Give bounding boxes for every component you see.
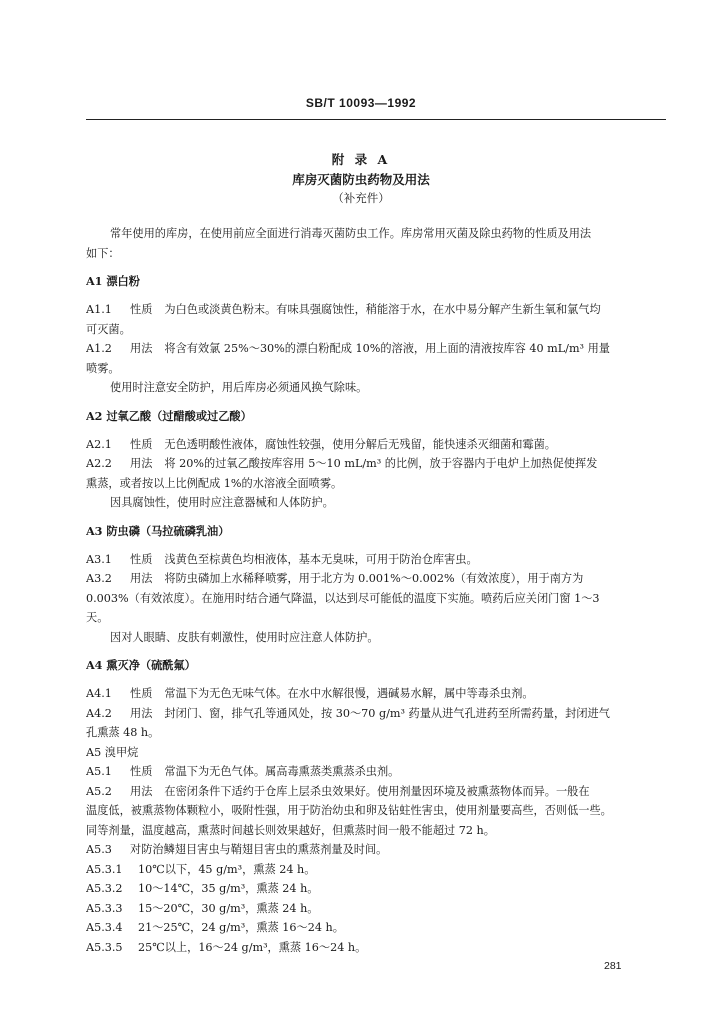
dose-row: [86, 860, 666, 880]
clause-a1-2: [86, 339, 666, 359]
clause-a3-2: [86, 569, 666, 589]
header-rule: [86, 119, 666, 120]
clause-note: 因具腐蚀性，使用时应注意器械和人体防护。: [110, 496, 334, 509]
clause-key: 用法: [130, 457, 153, 470]
clause-text: 无色透明酸性液体，腐蚀性较强，使用分解后无残留，能快速杀灭细菌和霉菌。: [164, 437, 556, 451]
clause-number: A5.2: [86, 784, 112, 798]
dose-row: [86, 938, 666, 958]
clause-text: 0.003%（有效浓度）。在施用时结合通气降温，以达到尽可能低的温度下实施。喷药后应关闭门窗 1～3: [86, 591, 600, 605]
clause-a5-1: [86, 762, 666, 782]
section-heading-a1: A1 漂白粉: [86, 274, 140, 288]
clause-text: 可灭菌。: [86, 322, 131, 336]
clause-key: 性质: [130, 552, 153, 566]
section-heading-a5: A5 溴甲烷: [86, 745, 139, 759]
clause-key: 性质: [130, 303, 153, 316]
clause-number: A5.3.3: [86, 901, 123, 915]
dose-row: [86, 879, 666, 899]
appendix-subtitle: （补充件）: [332, 191, 390, 205]
clause-a2-2: [86, 454, 666, 474]
clause-number: A5.3.1: [86, 862, 123, 876]
standard-number: SB/T 10093—1992: [305, 96, 417, 110]
dose-text: 15～20℃，30 g/m³，熏蒸 24 h。: [138, 901, 319, 915]
clause-a5-3: [86, 840, 666, 860]
clause-key: 用法: [130, 784, 153, 798]
clause-key: 性质: [130, 687, 153, 700]
clause-number: A4.2: [86, 706, 112, 720]
clause-text: 为白色或淡黄色粉末。有味具强腐蚀性，稍能溶于水，在水中易分解产生新生氧和氯气均: [164, 303, 601, 316]
clause-text: 喷雾。: [86, 361, 120, 375]
clause-number: A3.1: [86, 552, 112, 566]
dose-text: 25℃以上，16～24 g/m³，熏蒸 16～24 h。: [138, 940, 367, 954]
clause-key: 用法: [130, 342, 153, 355]
clause-text: 孔熏蒸 48 h。: [86, 726, 160, 739]
clause-number: A5.3.5: [86, 940, 123, 954]
clause-a2-1: [86, 435, 666, 455]
clause-a1-1: [86, 300, 666, 320]
section-heading-a2: A2 过氧乙酸（过醋酸或过乙酸）: [86, 408, 252, 423]
intro-line: 常年使用的库房，在使用前应全面进行消毒灭菌防虫工作。库房常用灭菌及除虫药物的性质及用法: [110, 227, 592, 240]
clause-number: A1.1: [86, 303, 112, 316]
section-heading-a3: A3 防虫磷（马拉硫磷乳油）: [86, 523, 230, 538]
clause-text: 天。: [86, 611, 109, 624]
dose-row: [86, 899, 666, 919]
clause-number: A2.2: [86, 457, 112, 470]
clause-number: A5.3: [86, 843, 112, 856]
clause-key: 用法: [130, 572, 153, 585]
clause-number: A2.1: [86, 437, 112, 451]
dose-text: 10℃以下，45 g/m³，熏蒸 24 h。: [138, 862, 316, 876]
clause-text: 常温下为无色气体。属高毒熏蒸类熏蒸杀虫剂。: [164, 765, 400, 778]
dose-text: 21～25℃，24 g/m³，熏蒸 16～24 h。: [138, 921, 344, 934]
clause-text: 常温下为无色无味气体。在水中水解很慢，遇碱易水解，属中等毒杀虫剂。: [164, 687, 534, 700]
clause-number: A1.2: [86, 342, 112, 355]
clause-text: 将 20%的过氧乙酸按库容用 5～10 mL/m³ 的比例，放于容器内于电炉上加热促使挥发: [164, 457, 598, 470]
intro-line: 如下：: [86, 246, 120, 260]
clause-number: A3.2: [86, 572, 112, 585]
clause-text: 将防虫磷加上水稀释喷雾，用于北方为 0.001%～0.002%（有效浓度），用于南方为: [164, 572, 584, 585]
appendix-label: 附 录 A: [331, 152, 391, 167]
clause-text: 对防治鳞翅目害虫与鞘翅目害虫的熏蒸剂量及时间。: [130, 843, 388, 856]
clause-a5-2: [86, 782, 666, 802]
clause-text: 浅黄色至棕黄色均相液体，基本无臭味，可用于防治仓库害虫。: [164, 552, 478, 566]
clause-a4-1: [86, 684, 666, 704]
clause-note: 因对人眼睛、皮肤有刺激性，使用时应注意人体防护。: [110, 630, 379, 644]
clause-key: 性质: [130, 765, 153, 778]
clause-text: 同等剂量，温度越高，熏蒸时间越长则效果越好，但熏蒸时间一般不能超过 72 h。: [86, 823, 495, 837]
clause-text: 熏蒸，或者按以上比例配成 1%的水溶液全面喷雾。: [86, 476, 343, 490]
clause-number: A5.3.2: [86, 882, 123, 895]
clause-text: 温度低，被熏蒸物体颗粒小，吸附性强，用于防治幼虫和卵及钻蛀性害虫，使用剂量要高些，否则低一些。: [86, 804, 612, 817]
clause-text: 封闭门、窗，排气孔等通风处，按 30～70 g/m³ 药量从进气孔进药至所需药量，封闭进气: [164, 706, 610, 720]
page-number: 281: [604, 960, 622, 972]
clause-text: 将含有效氯 25%～30%的漂白粉配成 10%的溶液，用上面的清液按库容 40 mL/m³ 用量: [164, 342, 610, 355]
clause-a4-2: [86, 704, 666, 724]
clause-text: 在密闭条件下适约于仓库上层杀虫效果好。使用剂量因环境及被熏蒸物体而异。一般在: [164, 784, 590, 798]
clause-number: A4.1: [86, 687, 112, 700]
clause-a3-1: [86, 550, 666, 570]
section-heading-a4: A4 熏灭净（硫酰氟）: [86, 658, 196, 672]
dose-row: [86, 918, 666, 938]
clause-note: 使用时注意安全防护，用后库房必须通风换气除味。: [110, 381, 368, 394]
clause-key: 用法: [130, 706, 153, 720]
document-body: [86, 224, 666, 957]
clause-number: A5.1: [86, 765, 112, 778]
dose-text: 10～14℃，35 g/m³，熏蒸 24 h。: [138, 882, 319, 895]
clause-key: 性质: [130, 437, 153, 451]
clause-number: A5.3.4: [86, 921, 123, 934]
appendix-title: 库房灭菌防虫药物及用法: [292, 172, 430, 187]
